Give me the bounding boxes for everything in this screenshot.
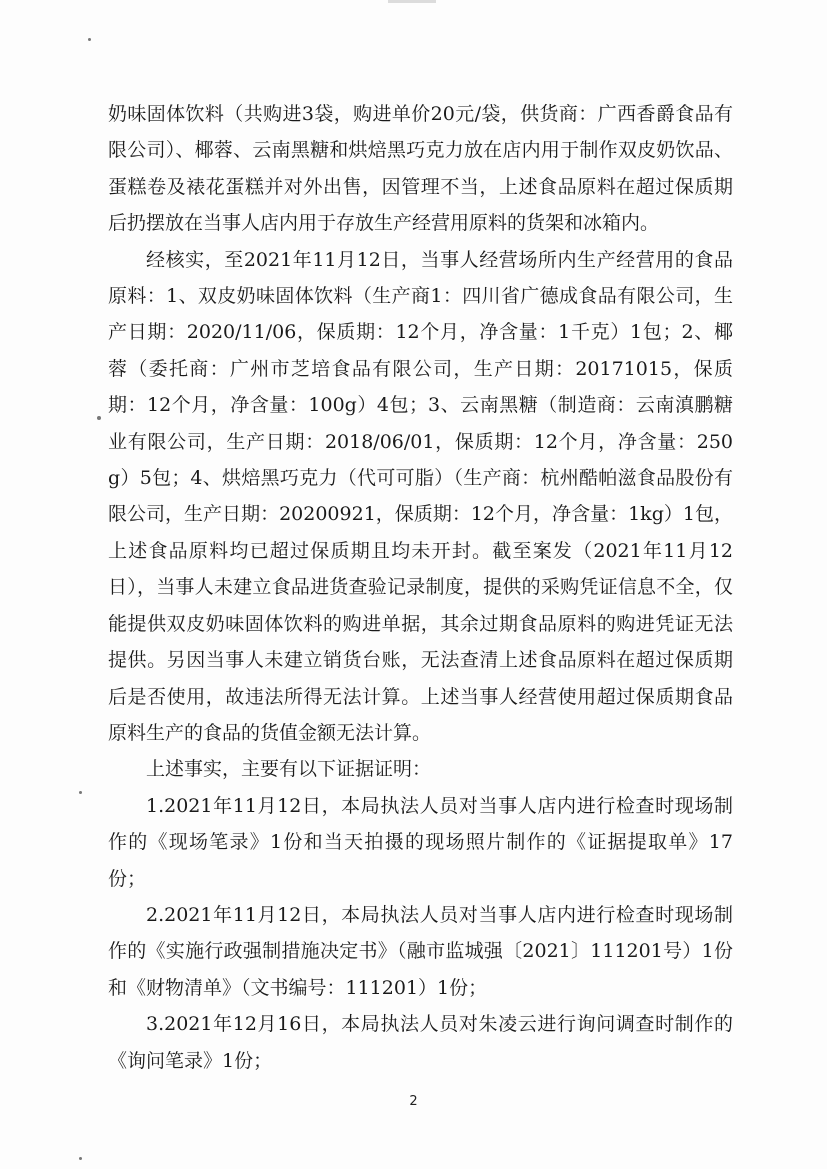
paragraph-2: 经核实，至2021年11月12日，当事人经营场所内生产经营用的食品原料：1、双皮奶味固体饮料（生产商1：四川省广德成食品有限公司，生产日期：2020/11/06，保质期：12个月，净含量：1千克）1包；2、椰蓉（委托商：广州市芝培食品有限公司，生产日期：20171015，保质期：12个月，净含量：100g）4包；3、云南黑糖（制造商：云南滇鹏糖业有限公司，生产日期：2018/06/01，保质期：12个月，净含量：250g）5包；4、烘焙黑巧克力（代可可脂）（生产商：杭州酷帕滋食品股份有限公司，生产日期：20200921，保质期：12个月，净含量：1kg）1包，上述食品原料均已超过保质期且均未开封。截至案发（2021年11月12日），当事人未建立食品进货查验记录制度，提供的采购凭证信息不全，仅能提供双皮奶味固体饮料的购进单据，其余过期食品原料的购进凭证无法提供。另因当事人未建立销货台账，无法查清上述食品原料在超过保质期后是否使用，故违法所得无法计算。上述当事人经营使用超过保质期食品原料生产的食品的货值金额无法计算。	[108, 248, 733, 744]
paragraph-3: 上述事实，主要有以下证据证明：	[146, 758, 432, 781]
page-number: 2	[409, 1094, 418, 1109]
evidence-item-1: 1.2021年11月12日，本局执法人员对当事人店内进行检查时现场制作的《现场笔录》1份和当天拍摄的现场照片制作的《证据提取单》17份；	[108, 794, 733, 890]
scan-artifact	[79, 791, 82, 794]
scan-artifact	[388, 0, 436, 3]
evidence-item-3: 3.2021年12月16日，本局执法人员对朱凌云进行询问调查时制作的《询问笔录》1份；	[108, 1013, 733, 1072]
evidence-item-2: 2.2021年11月12日，本局执法人员对当事人店内进行检查时现场制作的《实施行政强制措施决定书》（融市监城强〔2021〕111201号）1份和《财物清单》（文书编号：111201）1份；	[108, 903, 733, 999]
scan-artifact	[79, 1157, 82, 1160]
scan-artifact	[88, 38, 91, 41]
scan-artifact	[97, 416, 101, 420]
document-body	[108, 96, 733, 1079]
paragraph-1: 奶味固体饮料（共购进3袋，购进单价20元/袋，供货商：广西香爵食品有限公司）、椰蓉、云南黑糖和烘焙黑巧克力放在店内用于制作双皮奶饮品、蛋糕卷及裱花蛋糕并对外出售，因管理不当，上述食品原料在超过保质期后扔摆放在当事人店内用于存放生产经营用原料的货架和冰箱内。	[108, 103, 733, 235]
